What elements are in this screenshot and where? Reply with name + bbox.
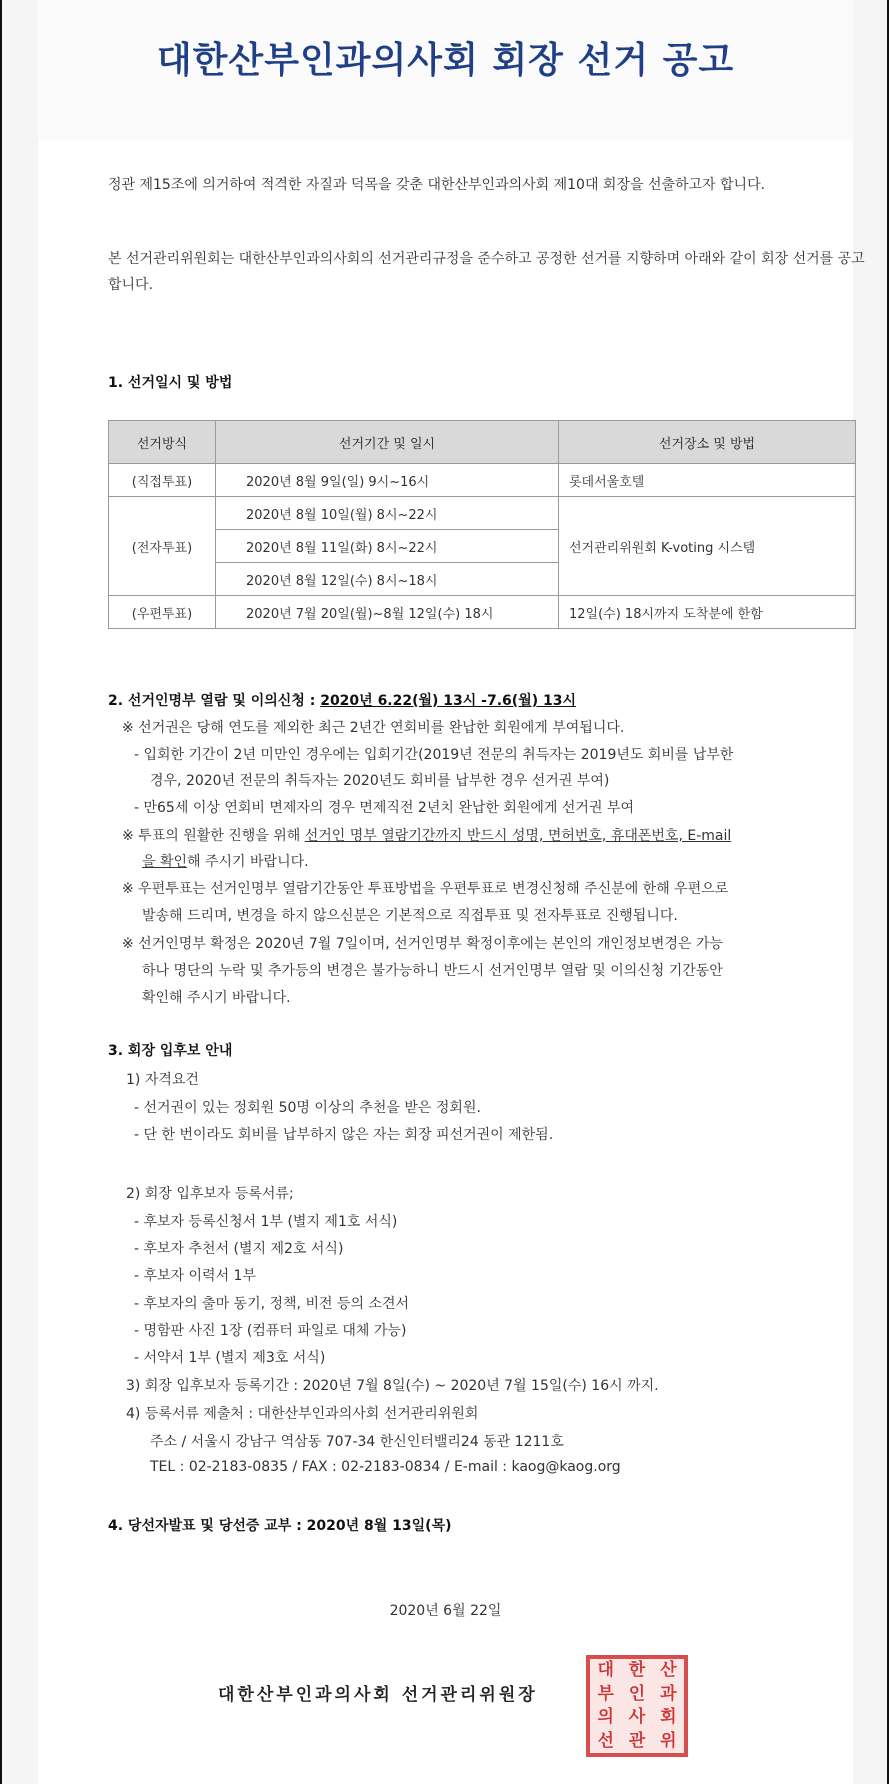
direct-vote-place: 롯데서울호텔: [559, 464, 856, 497]
title-banner: [38, 0, 853, 140]
qualification-item-1: - 선거권이 있는 정회원 50명 이상의 추천을 받은 정회원.: [134, 1100, 481, 1116]
seal-char: 인: [628, 1683, 646, 1704]
qualification-title: 1) 자격요건: [126, 1072, 199, 1088]
table-row: [109, 596, 856, 629]
table-header-row: [109, 421, 856, 464]
registration-period: 3) 회장 입후보자 등록기간 : 2020년 7월 8일(수) ~ 2020년 7월 15일(수) 16시 까지.: [126, 1378, 659, 1394]
section1-heading: 1. 선거일시 및 방법: [108, 375, 233, 391]
submission-contact: TEL : 02-2183-0835 / FAX : 02-2183-0834 / E-mail : kaog@kaog.org: [150, 1459, 621, 1475]
section2-note-5: [122, 825, 731, 845]
seal-char: 선: [597, 1730, 614, 1751]
direct-vote-period: 2020년 8월 9일(일) 9시~16시: [216, 464, 559, 497]
official-seal-stamp: [586, 1655, 688, 1757]
document-item-2: - 후보자 추천서 (별지 제2호 서식): [134, 1241, 344, 1257]
signature-line: 대한산부인과의사회 선거관리위원장: [218, 1685, 538, 1705]
document-item-6: - 서약서 1부 (별지 제3호 서식): [134, 1350, 326, 1366]
section2-note-5-start: ※ 투표의 원활한 진행을 위해: [122, 828, 305, 844]
header-place: 선거장소 및 방법: [559, 421, 856, 464]
submission-place: 4) 등록서류 제출처 : 대한산부인과의사회 선거관리위원회: [126, 1406, 479, 1422]
section2-note-8: 발송해 드리며, 변경을 하지 않으신분은 기본적으로 직접투표 및 전자투표로 진행됩니다.: [142, 908, 678, 924]
section2-note-4: - 만65세 이상 연회비 면제자의 경우 면제직전 2년치 완납한 회원에게 선거권 부여: [134, 800, 634, 816]
document-item-4: - 후보자의 출마 동기, 정책, 비전 등의 소견서: [134, 1296, 410, 1312]
mail-vote-place: 12일(수) 18시까지 도착분에 한함: [559, 596, 856, 629]
mail-vote-period: 2020년 7월 20일(월)~8월 12일(수) 18시: [216, 596, 559, 629]
section2-note-9: ※ 선거인명부 확정은 2020년 7월 7일이며, 선거인명부 확정이후에는 본인의 개인정보변경은 가능: [122, 936, 723, 952]
documents-title: 2) 회장 입후보자 등록서류;: [126, 1186, 294, 1202]
electronic-vote-period-2: 2020년 8월 11일(화) 8시~22시: [216, 530, 559, 563]
section2-note-10: 하나 명단의 누락 및 추가등의 변경은 불가능하니 반드시 선거인명부 열람 및 이의신청 기간동안: [142, 963, 723, 979]
mail-vote-method: (우편투표): [109, 596, 216, 629]
seal-char: 사: [628, 1707, 646, 1727]
section3-heading: 3. 회장 입후보 안내: [108, 1043, 233, 1059]
seal-char: 관: [628, 1730, 646, 1751]
section4-heading: 4. 당선자발표 및 당선증 교부 : 2020년 8월 13일(목): [108, 1518, 452, 1534]
intro-paragraph-2: 본 선거관리위원회는 대한산부인과의사회의 선거관리규정을 준수하고 공정한 선거를 지향하며 아래와 같이 회장 선거를 공고합니다.: [108, 251, 865, 293]
section2-note-3: 경우, 2020년 전문의 취득자는 2020년도 회비를 납부한 경우 선거권 부여): [150, 773, 610, 789]
direct-vote-method: (직접투표): [109, 464, 216, 497]
election-schedule-table: [108, 420, 856, 629]
document-item-5: - 명함판 사진 1장 (컴퓨터 파일로 대체 가능): [134, 1323, 407, 1339]
electronic-vote-place: 선거관리위원회 K-voting 시스템: [559, 497, 856, 596]
section2-note-2: - 입회한 기간이 2년 미만인 경우에는 입회기간(2019년 전문의 취득자는 2019년도 회비를 납부한: [134, 747, 734, 763]
submission-address: 주소 / 서울시 강남구 역삼동 707-34 한신인터밸리24 동관 1211호: [150, 1434, 564, 1450]
seal-char: 회: [660, 1707, 677, 1727]
seal-char: 위: [660, 1730, 677, 1751]
document-item-1: - 후보자 등록신청서 1부 (별지 제1호 서식): [134, 1214, 398, 1230]
section2-heading-dates: 2020년 6.22(월) 13시 -7.6(월) 13시: [320, 693, 576, 709]
electronic-vote-period-1: 2020년 8월 10일(월) 8시~22시: [216, 497, 559, 530]
seal-char: 부: [597, 1683, 614, 1704]
notice-document: [38, 0, 865, 1784]
qualification-item-2: - 단 한 번이라도 회비를 납부하지 않은 자는 회장 피선거권이 제한됨.: [134, 1127, 554, 1143]
seal-char: 산: [660, 1660, 677, 1680]
notice-date: 2020년 6월 22일: [389, 1603, 502, 1619]
seal-char: 한: [628, 1660, 646, 1680]
section2-heading: [108, 690, 576, 710]
table-row: [109, 497, 856, 530]
electronic-vote-method: (전자투표): [109, 497, 216, 596]
header-period: 선거기간 및 일시: [216, 421, 559, 464]
page-title: 대한산부인과의사회 회장 선거 공고: [156, 40, 735, 81]
section2-note-1: ※ 선거권은 당해 연도를 제외한 최근 2년간 연회비를 완납한 회원에게 부여됩니다.: [122, 720, 625, 736]
section2-note-6: [142, 851, 309, 871]
seal-char: 대: [597, 1660, 614, 1680]
electronic-vote-period-3: 2020년 8월 12일(수) 8시~18시: [216, 563, 559, 596]
header-method: 선거방식: [109, 421, 216, 464]
section2-note-6-underlined: 을 확인: [142, 854, 188, 870]
intro-paragraph-1: 정관 제15조에 의거하여 적격한 자질과 덕목을 갖춘 대한산부인과의사회 제10대 회장을 선출하고자 합니다.: [108, 177, 766, 193]
seal-char: 의: [597, 1707, 614, 1727]
section2-note-7: ※ 우편투표는 선거인명부 열람기간동안 투표방법을 우편투표로 변경신청해 주신분에 한해 우편으로: [122, 881, 729, 897]
seal-char: 과: [660, 1683, 677, 1704]
section2-note-6-end: 해 주시기 바랍니다.: [187, 854, 309, 870]
section2-heading-prefix: 2. 선거인명부 열람 및 이의신청 :: [108, 693, 321, 709]
section2-note-11: 확인해 주시기 바랍니다.: [142, 990, 291, 1006]
document-item-3: - 후보자 이력서 1부: [134, 1268, 256, 1284]
section2-note-5-underlined: 선거인 명부 열람기간까지 반드시 성명, 면허번호, 휴대폰번호, E-mail: [304, 828, 732, 844]
table-row: [109, 464, 856, 497]
